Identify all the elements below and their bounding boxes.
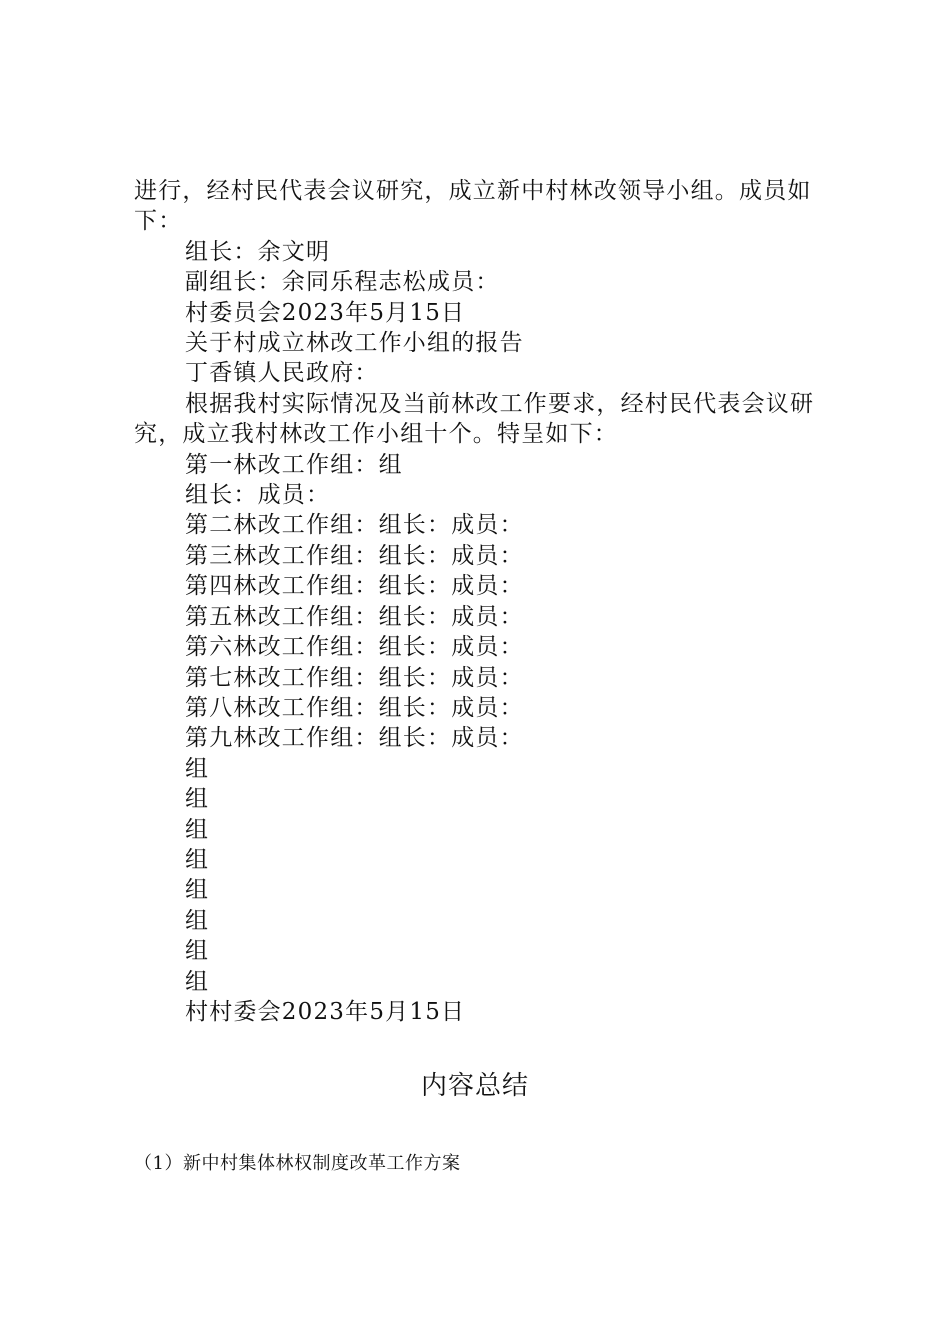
paragraph-closing-signature: 村村委会2023年5月15日 xyxy=(185,998,466,1025)
paragraph-group-5: 第五林改工作组：组长：成员： xyxy=(185,603,524,630)
paragraph-zu: 组 xyxy=(185,877,210,904)
paragraph-report-title: 关于村成立林改工作小组的报告 xyxy=(185,330,524,357)
paragraph-zu: 组 xyxy=(185,786,210,813)
paragraph-group-8: 第八林改工作组：组长：成员： xyxy=(185,694,524,721)
paragraph-group-6: 第六林改工作组：组长：成员： xyxy=(185,634,524,661)
paragraph-group-9: 第九林改工作组：组长：成员： xyxy=(185,725,524,752)
paragraph-zu: 组 xyxy=(185,938,210,965)
paragraph-zu: 组 xyxy=(185,907,210,934)
paragraph-group-2: 第二林改工作组：组长：成员： xyxy=(185,512,524,539)
paragraph-report-body: 根据我村实际情况及当前林改工作要求，经村民代表会议研究，成立我村林改工作小组十个。特呈如下： xyxy=(134,390,815,448)
paragraph-zu: 组 xyxy=(185,968,210,995)
paragraph-leader: 组长：余文明 xyxy=(185,238,331,265)
paragraph-group-3: 第三林改工作组：组长：成员： xyxy=(185,542,524,569)
paragraph-group-1: 第一林改工作组：组 xyxy=(185,451,403,478)
paragraph-zu: 组 xyxy=(185,816,210,843)
paragraph-intro: 进行，经村民代表会议研究，成立新中村林改领导小组。成员如下： xyxy=(134,178,812,235)
paragraph-zu: 组 xyxy=(185,846,210,873)
document-body xyxy=(134,176,824,1027)
paragraph-deputy-leader: 副组长：余同乐程志松成员： xyxy=(185,269,500,296)
paragraph-group-4: 第四林改工作组：组长：成员： xyxy=(185,573,524,600)
paragraph-group-7: 第七林改工作组：组长：成员： xyxy=(185,664,524,691)
summary-item: （1）新中村集体林权制度改革工作方案 xyxy=(134,1153,461,1174)
paragraph-group-1-members: 组长：成员： xyxy=(185,482,331,509)
paragraph-addressee: 丁香镇人民政府： xyxy=(185,360,379,387)
paragraph-signature-date: 村委员会2023年5月15日 xyxy=(185,299,466,326)
summary-title: 内容总结 xyxy=(420,1071,529,1101)
paragraph-zu: 组 xyxy=(185,755,210,782)
